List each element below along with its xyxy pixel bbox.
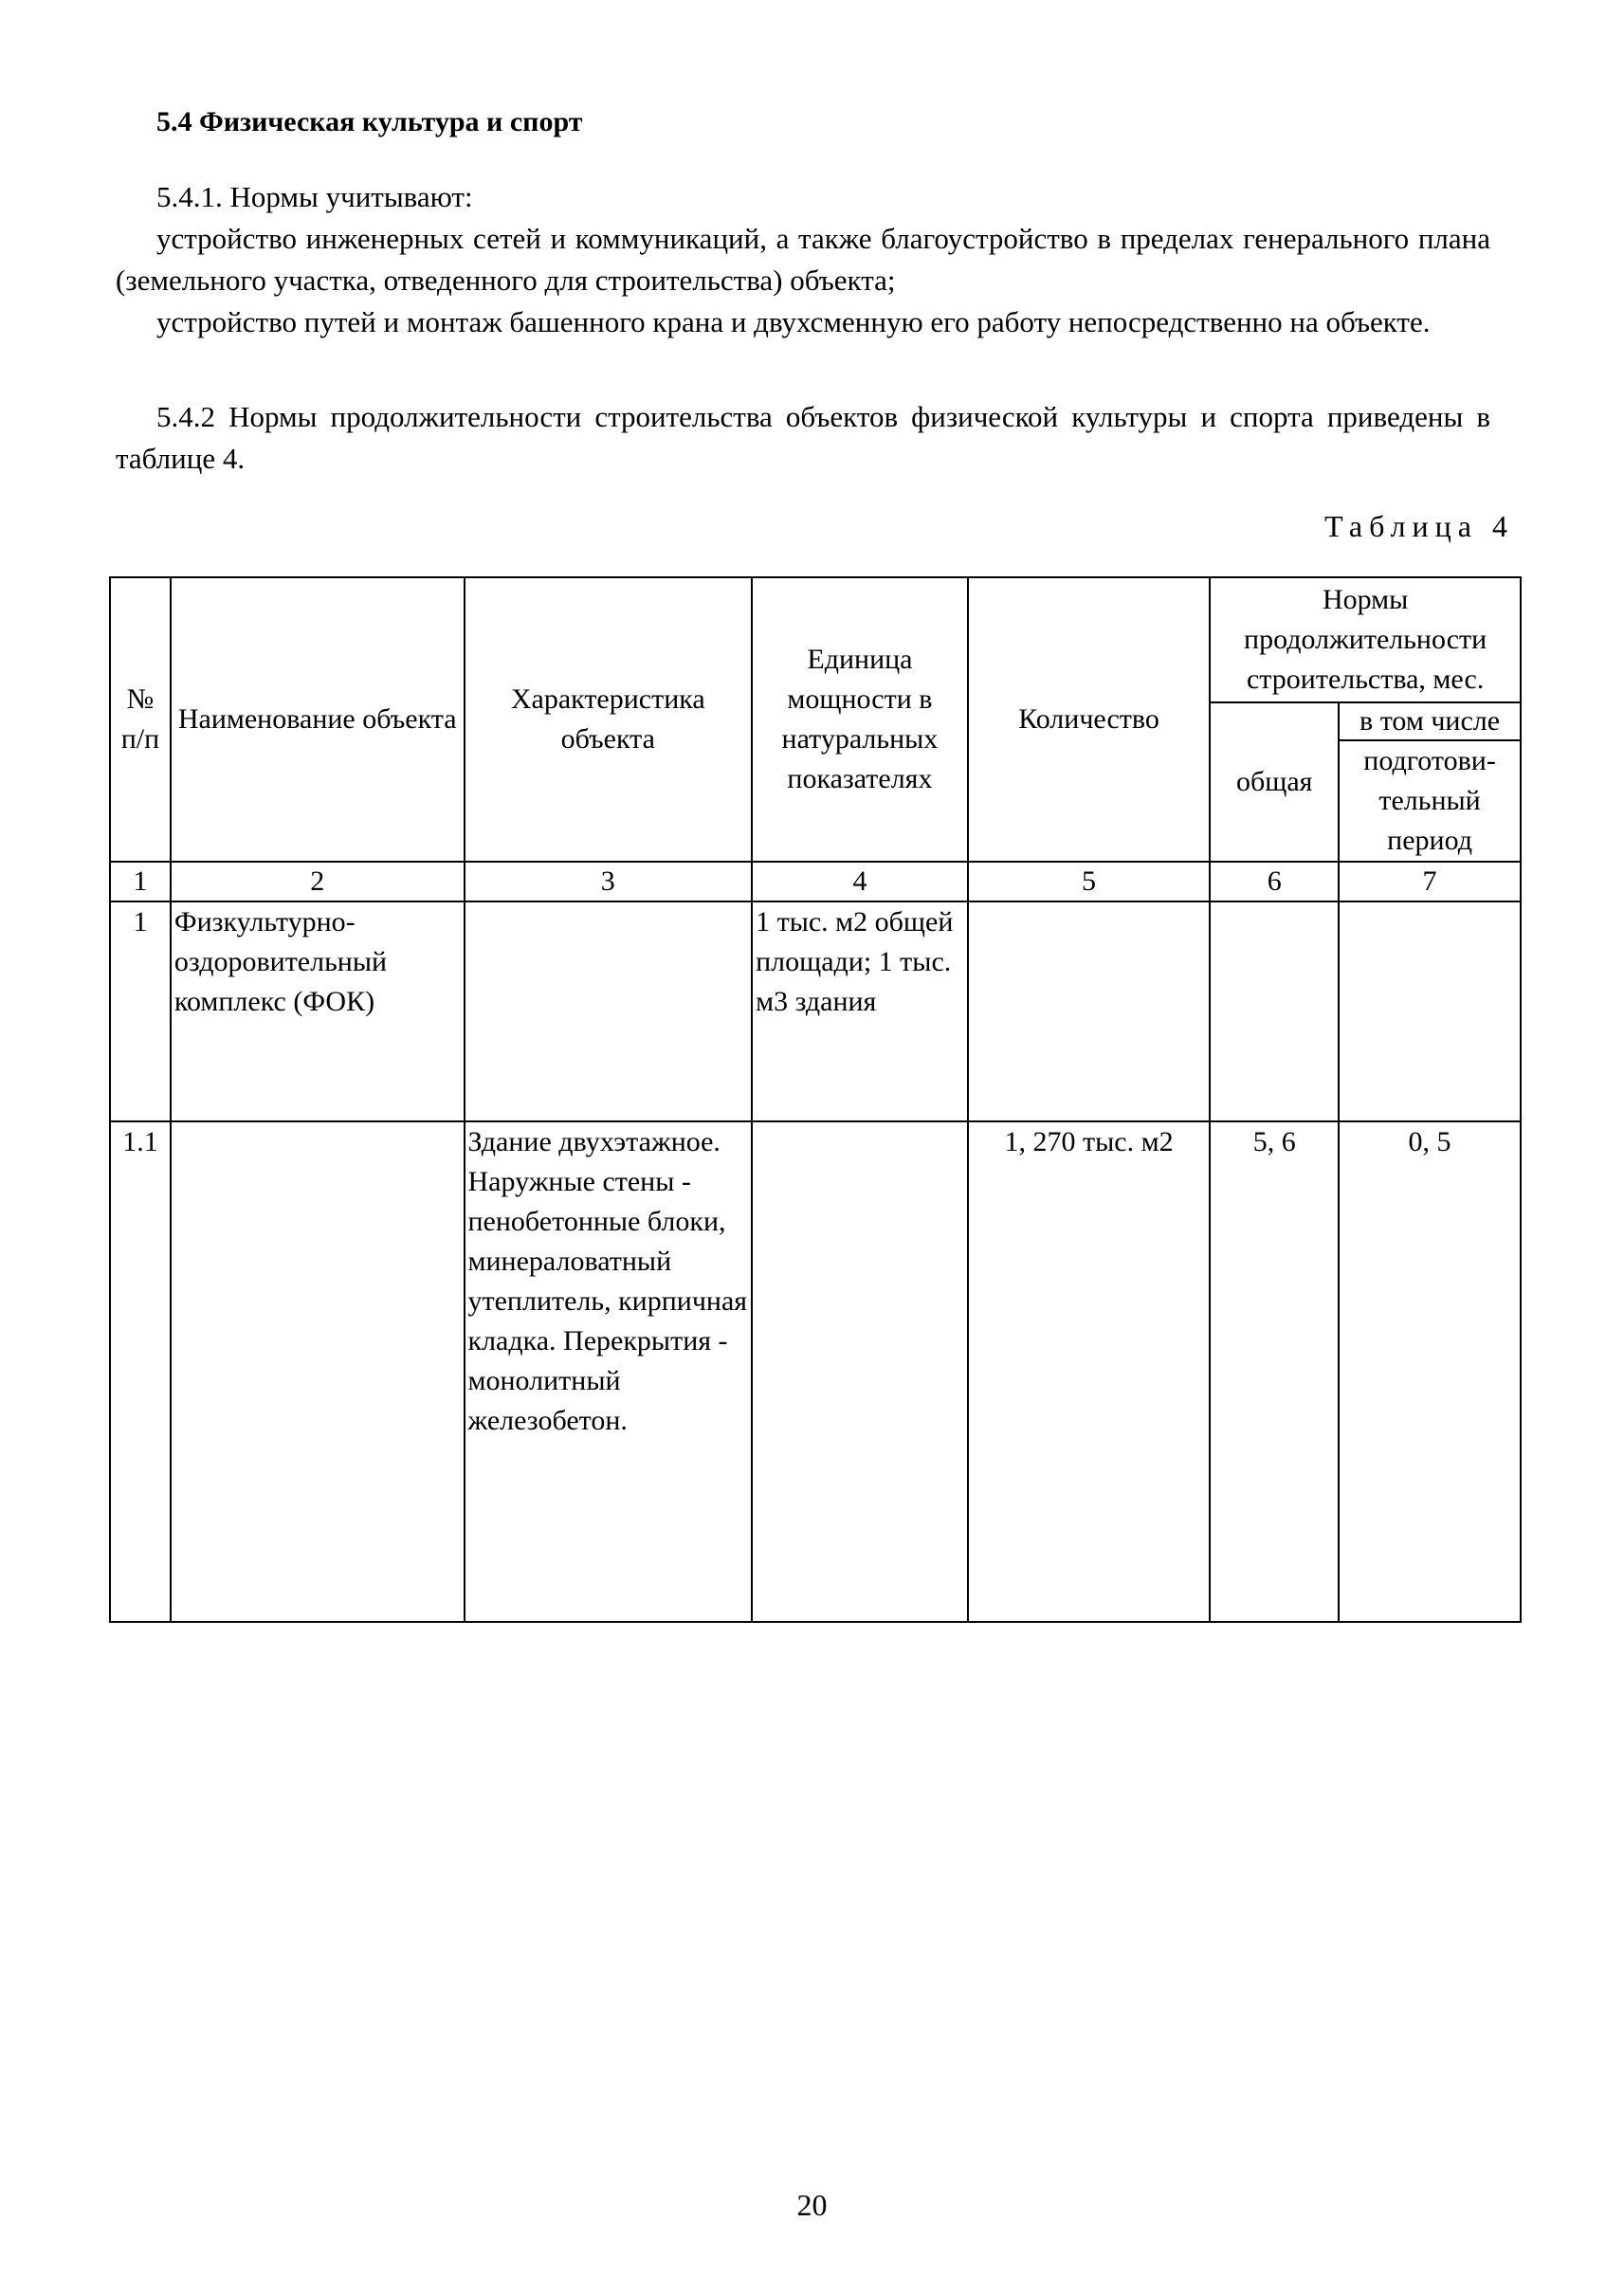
- cell-quantity: [968, 901, 1210, 1121]
- header-including: в том числе: [1339, 702, 1521, 740]
- cell-name: [171, 1121, 465, 1622]
- paragraph-5-4-1: [116, 176, 1490, 218]
- cell-unit: [752, 1121, 968, 1622]
- header-norms: Нормы продолжительности строительства, мес.: [1210, 577, 1521, 702]
- paragraph-networks: [116, 218, 1490, 301]
- table-row: [110, 1121, 1521, 1622]
- header-quantity: Количество: [968, 577, 1210, 862]
- cell-preparatory: [1339, 901, 1521, 1121]
- section-title: 5.4 Физическая культура и спорт: [156, 106, 583, 137]
- column-number: 2: [171, 862, 465, 901]
- cell-name: Физкультурно-оздоровительный комплекс (ФОК): [171, 901, 465, 1121]
- cell-total: [1210, 901, 1339, 1121]
- cell-characteristic: Здание двухэтажное. Наружные стены - пенобетонные блоки, минераловатный утеплитель, кирпичная кладка. Перекрытия - монолитный железобетон.: [465, 1121, 753, 1622]
- cell-num: 1: [110, 901, 171, 1121]
- header-name: Наименование объекта: [171, 577, 465, 862]
- paragraph-5-4-2: [116, 396, 1490, 480]
- cell-quantity: 1, 270 тыс. м2: [968, 1121, 1210, 1622]
- paragraph-text: 5.4.2 Нормы продолжительности строительства объектов физической культуры и спорта приведены в таблице 4.: [116, 400, 1490, 475]
- header-unit: Единица мощности в натуральных показателях: [752, 577, 968, 862]
- cell-preparatory: 0, 5: [1339, 1121, 1521, 1622]
- header-total: общая: [1210, 702, 1339, 862]
- header-num: № п/п: [110, 577, 171, 862]
- header-preparatory: подготови-тельный период: [1339, 740, 1521, 862]
- header-characteristic: Характеристика объекта: [465, 577, 753, 862]
- cell-num: 1.1: [110, 1121, 171, 1622]
- cell-characteristic: [465, 901, 753, 1121]
- table-caption: Таблица 4: [1324, 509, 1514, 543]
- column-number: 1: [110, 862, 171, 901]
- paragraph-text: 5.4.1. Нормы учитывают:: [156, 180, 473, 213]
- cell-total: 5, 6: [1210, 1121, 1339, 1622]
- norms-table: [109, 576, 1522, 1623]
- column-number: 7: [1339, 862, 1521, 901]
- paragraph-text: устройство путей и монтаж башенного крана и двухсменную его работу непосредственно на объекте.: [156, 305, 1431, 338]
- column-number: 6: [1210, 862, 1339, 901]
- table-row: [110, 901, 1521, 1121]
- column-number: 5: [968, 862, 1210, 901]
- column-number: 4: [752, 862, 968, 901]
- cell-unit: 1 тыс. м2 общей площади; 1 тыс. м3 здания: [752, 901, 968, 1121]
- column-number: 3: [465, 862, 753, 901]
- page-number: 20: [796, 2188, 828, 2222]
- paragraph-text: устройство инженерных сетей и коммуникаций, а также благоустройство в пределах генерального плана (земельного участка, отведенного для строительства) объекта;: [116, 222, 1490, 297]
- column-numbers-row: [110, 862, 1521, 901]
- paragraph-crane: [116, 301, 1490, 343]
